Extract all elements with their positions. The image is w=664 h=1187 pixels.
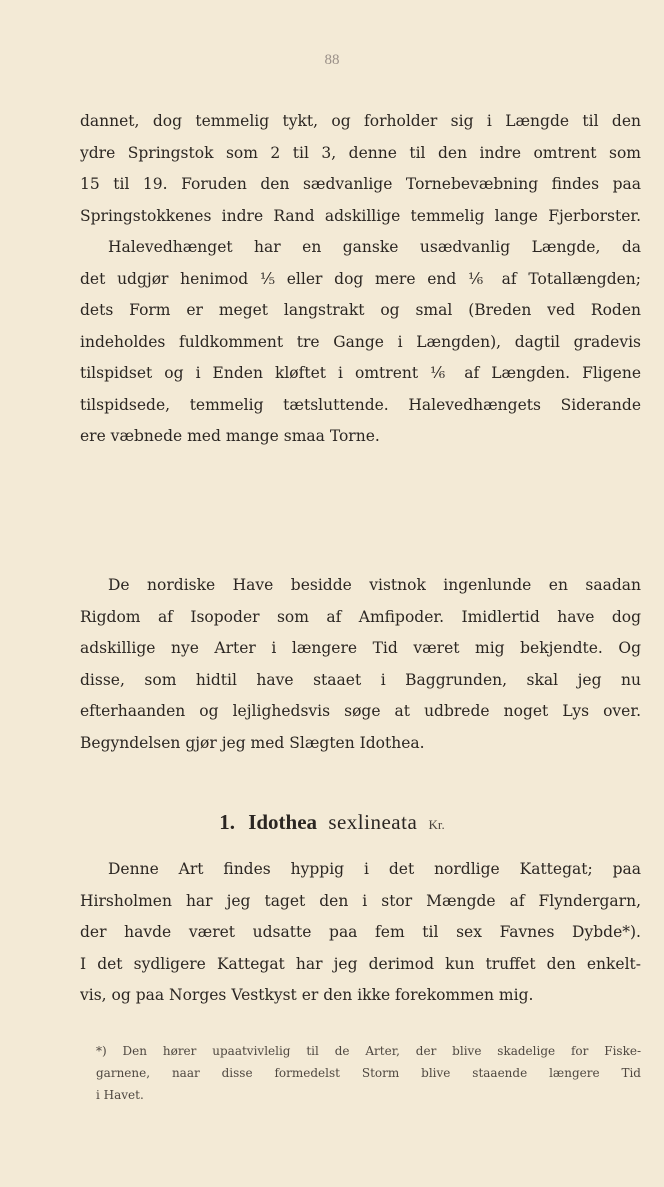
text-line: Rigdom af Isopoder som af Amfipoder. Imidlertid have dog <box>80 607 641 626</box>
genus-name: Idothea <box>248 810 318 834</box>
paragraph-intro <box>80 570 641 759</box>
section-heading <box>0 810 664 835</box>
text-line: 15 til 19. Foruden den sædvanlige Tornebevæbning findes paa <box>80 175 641 193</box>
text-line: indeholdes fuldkomment tre Gange i Længden), dagtil gradevis <box>80 332 641 351</box>
text-line: Denne Art findes hyppig i det nordlige Kattegat; paa <box>108 860 641 878</box>
text-line: De nordiske Have besidde vistnok ingenlunde en saadan <box>108 576 641 594</box>
text-line: ydre Springstok som 2 til 3, denne til den indre omtrent som <box>80 143 641 162</box>
author-abbreviation: Kr. <box>428 817 445 832</box>
footnote-line: *) Den hører upaatvivlelig til de Arter, der blive skadelige for Fiske- <box>96 1044 641 1058</box>
text-line: Halevedhænget har en ganske usædvanlig Længde, da <box>108 238 641 256</box>
paragraph-description <box>80 106 641 453</box>
species-name: sexlineata <box>328 810 418 834</box>
text-line: der havde været udsatte paa fem til sex Favnes Dybde*). <box>80 923 641 941</box>
text-line: ere væbnede med mange smaa Torne. <box>80 427 380 445</box>
text-line: dets Form er meget langstrakt og smal (Breden ved Roden <box>80 301 641 319</box>
text-line: tilspidset og i Enden kløftet i omtrent ⅙ af Længden. Fligene <box>80 364 641 382</box>
text-line: adskillige nye Arter i længere Tid været mig bekjendte. Og <box>80 639 641 657</box>
paragraph-occurrence <box>80 854 641 1012</box>
page-number: 88 <box>324 52 340 68</box>
text-line: I det sydligere Kattegat har jeg derimod kun truffet den enkelt- <box>80 954 641 973</box>
text-line: det udgjør henimod ⅕ eller dog mere end ⅙ af Totallængden; <box>80 269 641 288</box>
footnote-line: garnene, naar disse formedelst Storm blive staaende længere Tid <box>96 1066 641 1080</box>
footnote <box>96 1040 641 1106</box>
text-line: dannet, dog temmelig tykt, og forholder sig i Længde til den <box>80 112 641 130</box>
text-line: Springstokkenes indre Rand adskillige temmelig lange Fjerborster. <box>80 206 641 225</box>
section-number: 1. <box>219 810 235 834</box>
footnote-line: i Havet. <box>96 1088 144 1102</box>
text-line: Begyndelsen gjør jeg med Slægten Idothea. <box>80 733 425 752</box>
text-line: efterhaanden og lejlighedsvis søge at udbrede noget Lys over. <box>80 702 641 720</box>
text-line: Hirsholmen har jeg taget den i stor Mængde af Flyndergarn, <box>80 891 641 910</box>
text-line: disse, som hidtil have staaet i Baggrunden, skal jeg nu <box>80 670 641 689</box>
text-line: vis, og paa Norges Vestkyst er den ikke forekommen mig. <box>80 986 534 1004</box>
text-line: tilspidsede, temmelig tætsluttende. Halevedhængets Siderande <box>80 395 641 414</box>
